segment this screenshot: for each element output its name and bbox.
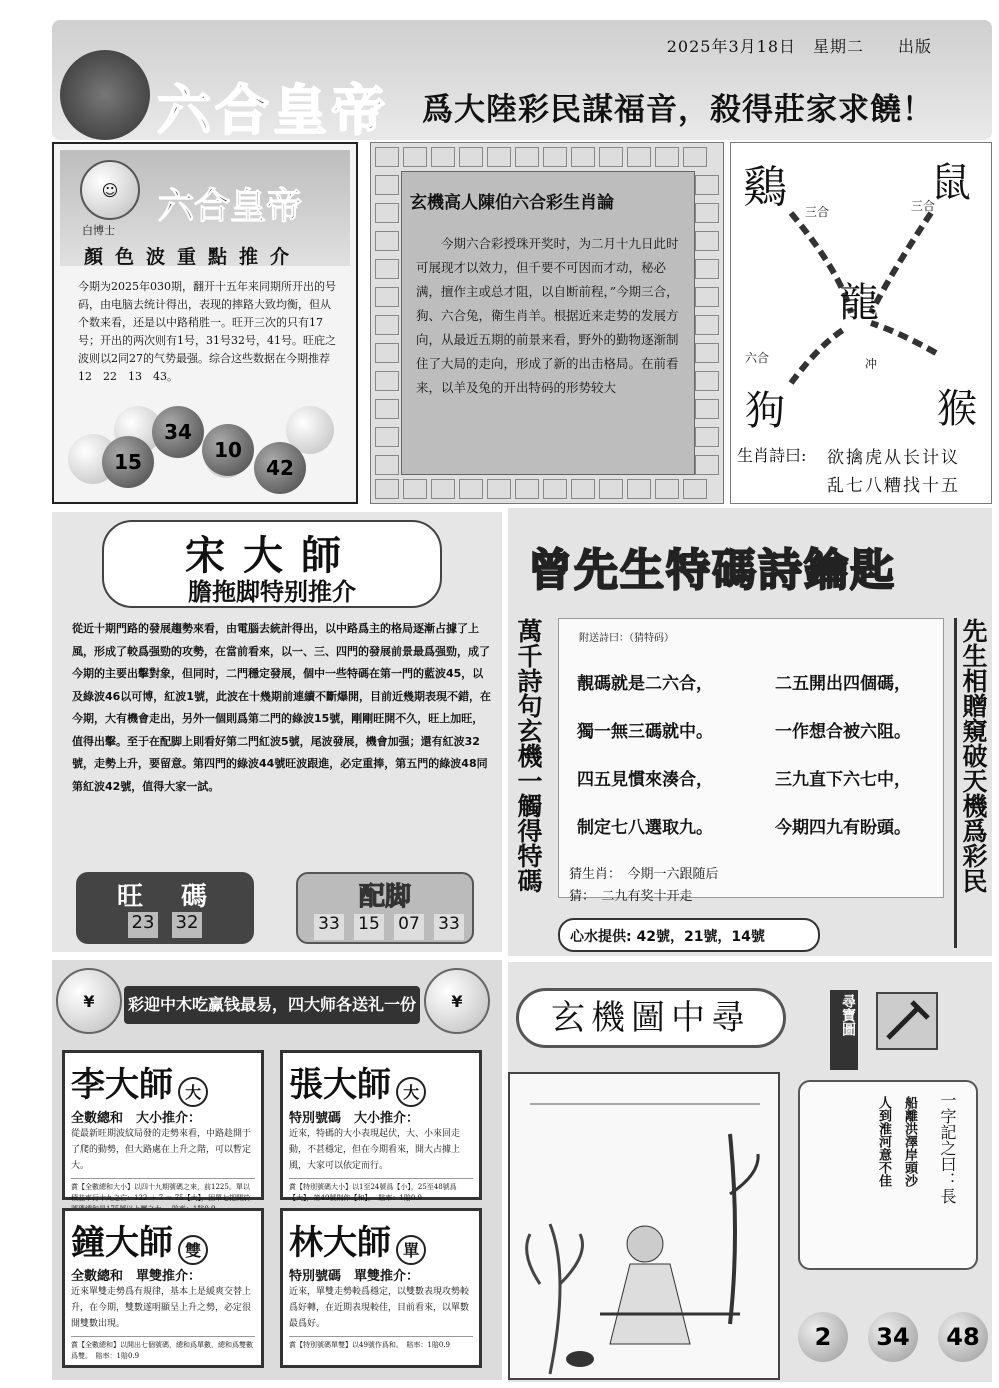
recommend-ball: 42 [254,442,306,494]
pei-jiao-label: 配脚 [358,882,411,912]
master-badge: 雙 [178,1235,208,1265]
result-ball: 34 [868,1312,918,1362]
master-name: 李大師 [71,1065,173,1105]
master-note: 賞【特別號碼大小】以1至24號爲【小】，25至48號爲【大】，第49號則作【和】。 賠率：1賠0.9 [289,1178,473,1204]
zodiac-tile [695,259,719,279]
zodiac-tile [375,343,399,363]
pei-number: 07 [394,914,424,940]
zodiac-tile [627,147,651,167]
wang-ma-label: 旺 碼 [116,882,213,912]
master-body: 近來單雙走勢爲有規律，基本上是緩爽交替上升，在今期，雙數遂明顯呈上升之勢，必定很開雙數出現。 [71,1286,252,1329]
zodiac-tile [375,175,399,195]
scroll-title: 一字記之曰：長 [938,1092,957,1204]
zodiac-tile [627,479,651,499]
chong-label: 冲 [865,357,878,371]
zodiac-rooster: 鷄 [743,162,787,213]
zeng-poem-line: 二五開出四個碼， [775,674,911,694]
zodiac-tile [375,315,399,335]
master-body: 近來，單雙走勢較爲穩定，以雙數表現攻勢較爲好轉，在近期表現較佳，目前看來，以單數最爲好。 [289,1286,470,1329]
masters-banner: 彩迎中木吃赢钱最易，四大师各送礼一份 [124,986,420,1024]
song-title-plate [102,520,442,608]
zodiac-tile [599,147,623,167]
zeng-poem-line: 今期四九有盼頭。 [775,818,911,838]
zeng-note: 附送詩曰：（猜特码） [579,633,674,644]
smiley-mascot-icon: ☺ [80,160,140,220]
recommend-ball: 10 [202,424,254,476]
zodiac-tile [487,147,511,167]
master-body: 近來，特碼的大小表現起伏，大、小來回走動，不甚穩定，但在今期看來，開大占據上風，大家可以依定而行。 [289,1128,461,1171]
song-text: 從近十期門路的發展趨勢來看，由電腦去統計得出，以中路爲主的格局逐漸占據了上風，形成了較爲强勁的攻勢，在當前看來，以一、三、四門的發展前景最爲强勁，成了今期的主要出擊對象，但同时，二門穩定發展，個中一些特碼在第一門的藍波45，以及綠波46以可博，紅波1號，此波在十幾期前連續不斷爆開，目前近幾期表現不錯，在今期，大有機會走出，另外一個則爲第二門的綠波15號，剛剛旺開不久，旺上加旺，值得出擊。至于在配脚上則看好第二門紅波5號，尾波發展，機會加强；還有紅波32號，走勢上升，要留意。第四門的綠波44號旺波跟進，必定重捧，第五門的綠波48同第紅波42號，值得大家一試。 [72,622,491,793]
result-ball: 48 [938,1312,988,1362]
master-sub: 全數總和 單雙推介： [71,1268,202,1284]
treasure-tag: 尋寶圖 [830,990,858,1070]
zeng-title: 曾先生特碼詩鑰匙 [528,545,896,596]
zodiac-tile [375,147,399,167]
wang-ma-box [76,872,254,944]
hammer-icon [876,992,938,1050]
xuanji-title: 玄機圖中尋 [516,988,786,1048]
color-wave-text: 今期为2025年030期，翻开十五年来同期所开出的号码，由电脑去统计得出，表现的摔路大致均衡，但从个数来看，还是以中路稍胜一。旺开三次的只有17号；开出的两次则有1号，31号32号，41号。旺庇之波则以2同27的气势最强。综合这些数据在今期推荐12 22 13 43。 [78,280,336,383]
sanhe-label: 三合 [911,199,936,213]
zeng-poem-line: 獨一無三碼就中。 [577,722,713,742]
pei-number: 33 [434,914,464,940]
zodiac-theory-content [401,171,695,475]
pei-jiao-box [296,872,474,944]
zodiac-theory-panel [370,142,724,504]
zodiac-tile [543,479,567,499]
scroll-line: 船離洪澤岸頭沙 [902,1096,917,1187]
master-name: 鐘大師 [71,1223,173,1263]
result-ball: 2 [798,1312,848,1362]
zodiac-tile [375,479,399,499]
zodiac-tile [695,371,719,391]
poem-line: 欲擒虎从长计议 [827,448,960,468]
master-sub: 全數總和 大小推介： [71,1110,202,1126]
money-ball-icon: ¥ [424,968,490,1034]
guess-number: 猜： 二九有奖十开走 [569,889,693,904]
zodiac-tile [403,147,427,167]
zeng-poem-line: 靚碼就是二六合， [577,674,713,694]
poem-label: 生肖詩曰: [737,446,807,465]
zodiac-tile [459,479,483,499]
wang-number: 32 [172,912,202,938]
xinshui-box: 心水提供: 42號，21號，14號 [558,918,820,952]
zeng-poem-box [558,618,944,904]
treasure-map-panel [508,962,992,1382]
master-note: 賞【全數總和大小】以四十九期號碼之來，前1225。單以積並率行十九之亡：122 ＋ 7 ＝ 75【大】，因單七把開於 [71,1178,255,1215]
master-note: 賞【特別號碼單雙】以49號作爲和。 賠率：1賠0.9 [289,1336,473,1351]
scholar-illustration [510,1074,778,1378]
zodiac-tile [695,287,719,307]
money-ball-icon: ¥ [56,968,122,1034]
color-wave-panel [52,142,358,504]
zeng-poem-line: 三九直下六七中， [775,770,911,790]
emperor-logo-icon [60,50,150,140]
poem-line: 乱七八糟找十五 [827,476,960,496]
zodiac-tile [695,175,719,195]
zodiac-dragon: 龍 [839,280,879,326]
master-badge: 大 [396,1077,426,1107]
zodiac-tile [515,147,539,167]
zodiac-tile [683,479,707,499]
master-card-lin [280,1208,482,1368]
page-title: 六合皇帝 [157,79,389,142]
zodiac-tile [375,287,399,307]
zodiac-monkey: 猴 [937,386,977,432]
guess-zodiac: 猜生肖： 今期一六跟随后 [569,867,719,882]
zodiac-chart-panel [730,142,992,504]
zodiac-tile [695,399,719,419]
zeng-poem-panel [508,508,992,956]
zodiac-tile [487,479,511,499]
riddle-scroll [798,1080,978,1270]
zeng-right-vertical: 先生相贈窺破天機爲彩民 [954,618,987,948]
master-badge: 單 [396,1235,426,1265]
zodiac-tile [543,147,567,167]
master-body: 從最新旺期波紋局發的走勢來看，中路趁開于了爬的動勢，但大路處在上升之階，可以暫定大。 [71,1128,252,1171]
zodiac-tile [599,479,623,499]
liuhe-label: 六合 [745,351,770,365]
zodiac-tile [431,147,455,167]
panel-title: 六合皇帝 [158,186,303,227]
zodiac-tile [375,371,399,391]
master-card-li [62,1050,264,1200]
song-title: 宋大師 [185,533,359,579]
zodiac-theory-heading: 玄機高人陳伯六合彩生肖論 [410,193,614,213]
master-sub: 特別號碼 大小推介： [289,1110,420,1126]
four-masters-panel [52,960,502,1380]
zodiac-tile [375,203,399,223]
mascot-tag: 白博士 [82,224,115,237]
wang-number: 23 [128,912,158,938]
recommend-ball: 34 [152,406,204,458]
master-note: 賞【全數總和】以開出七個號碼，總和爲單數，總和爲雙數爲雙。 賠率：1賠0.9 [71,1336,255,1362]
zodiac-tile [683,147,707,167]
song-master-panel [52,512,502,952]
header-banner [52,20,992,140]
master-card-zhang [280,1050,482,1200]
zodiac-tile [571,479,595,499]
zodiac-tile [655,147,679,167]
sanhe-label: 三合 [805,205,830,219]
zodiac-tile [403,479,427,499]
zodiac-tile [695,231,719,251]
master-badge: 大 [178,1077,208,1107]
zodiac-tile [571,147,595,167]
master-card-zhong [62,1208,264,1368]
master-name: 林大師 [289,1223,391,1263]
puzzle-picture [508,1072,780,1380]
zodiac-tile [375,427,399,447]
master-sub: 特別號碼 單雙推介： [289,1268,420,1284]
song-subtitle: 膽拖脚特别推介 [188,578,356,606]
zodiac-tile [695,315,719,335]
zodiac-tile [375,455,399,475]
recommend-ball: 15 [102,436,154,488]
pei-number: 33 [314,914,344,940]
zodiac-tile [695,455,719,475]
zeng-poem-line: 一作想合被六阻。 [775,722,911,742]
pei-number: 15 [354,914,384,940]
scroll-line: 人到淮河意不佳 [876,1096,891,1187]
zodiac-tile [375,259,399,279]
zodiac-tile [695,343,719,363]
panel-subtitle: 顏色波重點推介 [84,246,302,268]
color-wave-header [60,150,350,266]
zodiac-tile [375,231,399,251]
header-slogan: 爲大陸彩民謀福音，殺得莊家求饒！ [422,92,934,128]
zodiac-tile [375,399,399,419]
zodiac-tile [695,427,719,447]
issue-date: 2025年3月18日 星期二 出版 [666,37,932,56]
zodiac-tile [459,147,483,167]
zeng-poem-line: 制定七八選取九。 [577,818,713,838]
zodiac-tile [431,479,455,499]
zeng-poem-line: 四五見慣來湊合， [577,770,713,790]
master-name: 張大師 [289,1065,391,1105]
zodiac-tile [695,203,719,223]
zodiac-theory-text: 今期六合彩授珠开奖时，为二月十九日此时可展现才以效力，但千要不可因而才动，秘必满，擅作主或总才阻，以自断前程，”今期三合，狗、六合兔，衛生肖羊。根据近来走势的发展方向，从最近五期的前景来看，野外的勤物逐渐制住了大局的走向，形成了新的出击格局。在前看来，以羊及兔的开出特码的形势较大 [416,236,679,395]
zodiac-tile [655,479,679,499]
zeng-left-vertical: 萬千詩句玄機一觸得特碼 [514,618,543,893]
zodiac-rat: 鼠 [931,160,971,206]
zodiac-dog: 狗 [745,388,785,434]
zodiac-tile [515,479,539,499]
